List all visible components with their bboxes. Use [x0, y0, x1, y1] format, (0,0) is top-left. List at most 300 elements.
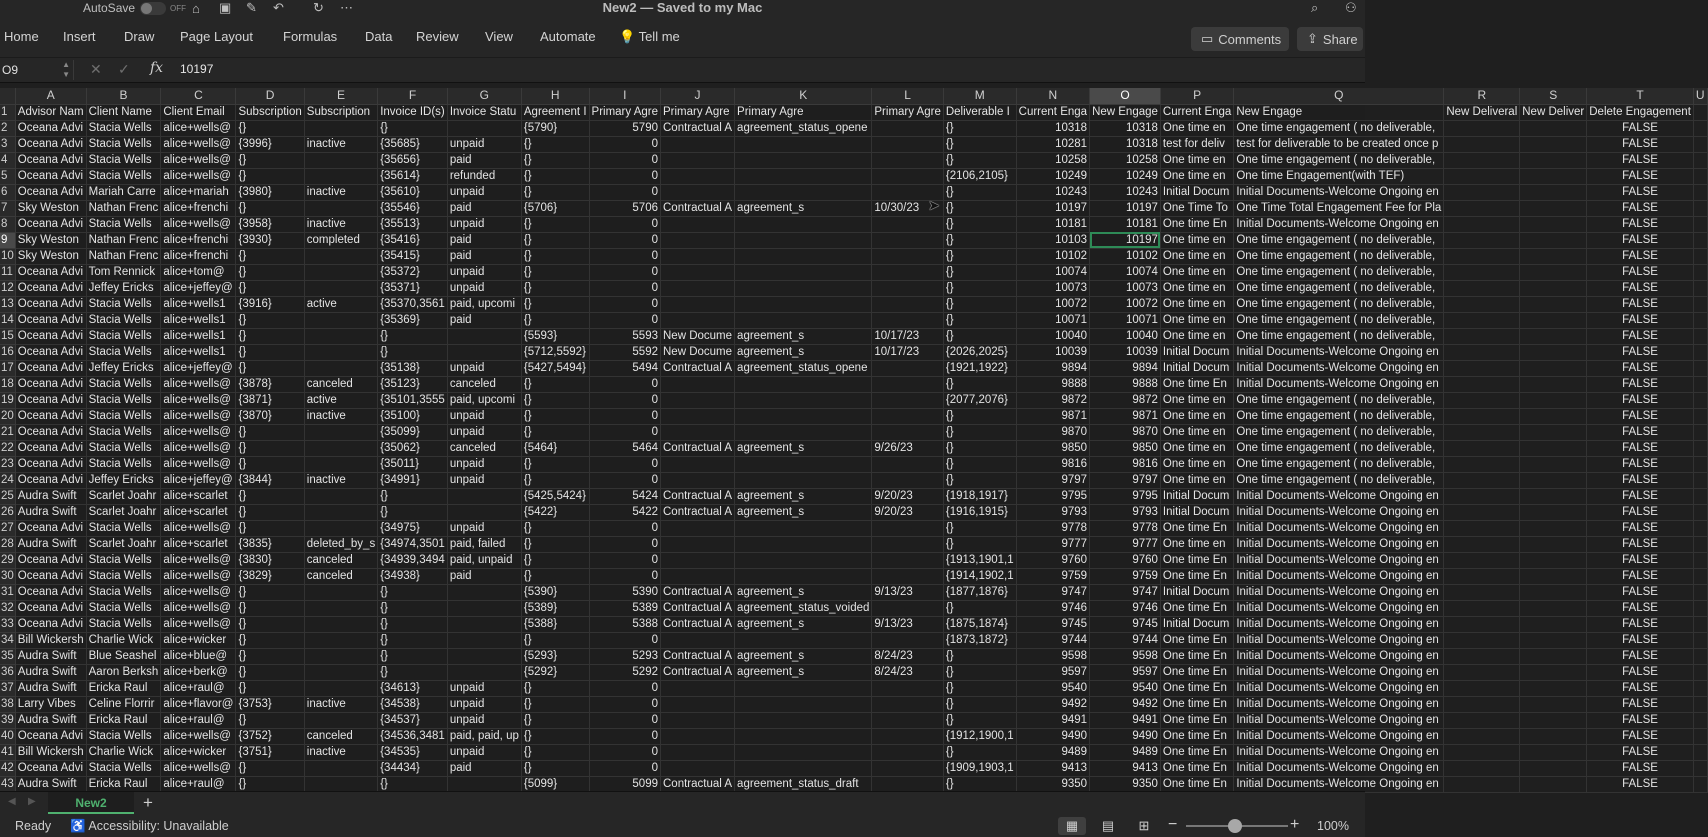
cell[interactable]: [661, 296, 735, 312]
cell[interactable]: [1444, 392, 1520, 408]
cell[interactable]: Oceana Advi: [15, 392, 86, 408]
cell[interactable]: [872, 424, 943, 440]
cell[interactable]: [304, 488, 377, 504]
cell[interactable]: FALSE: [1587, 488, 1694, 504]
cell[interactable]: unpaid: [447, 696, 521, 712]
cell[interactable]: {3930}: [236, 232, 304, 248]
cell[interactable]: [735, 536, 872, 552]
cell[interactable]: 0: [589, 392, 660, 408]
row-header[interactable]: 22: [0, 440, 15, 456]
cell[interactable]: completed: [304, 232, 377, 248]
cell[interactable]: {5712,5592}: [521, 344, 589, 360]
cell[interactable]: 9489: [1016, 744, 1089, 760]
cell[interactable]: test for deliv: [1160, 136, 1233, 152]
cell[interactable]: agreement_s: [735, 664, 872, 680]
cell[interactable]: Initial Documents-Welcome Ongoing en: [1234, 504, 1444, 520]
cell[interactable]: [661, 456, 735, 472]
cell[interactable]: 5706: [589, 200, 660, 216]
cell[interactable]: 10/17/23: [872, 344, 943, 360]
cell[interactable]: alice+wells@: [161, 520, 236, 536]
cell[interactable]: [872, 376, 943, 392]
cell[interactable]: {}: [236, 584, 304, 600]
cell[interactable]: One Time Total Engagement Fee for Pla: [1234, 200, 1444, 216]
cell[interactable]: [1520, 120, 1587, 136]
cell[interactable]: Mariah Carre: [86, 184, 161, 200]
row-header[interactable]: 24: [0, 472, 15, 488]
cell[interactable]: [1693, 728, 1707, 744]
cell[interactable]: {35370,3561: [378, 296, 448, 312]
cell[interactable]: [1693, 376, 1707, 392]
cell[interactable]: {}: [236, 712, 304, 728]
cell[interactable]: One time En: [1160, 760, 1233, 776]
cell[interactable]: {1918,1917}: [943, 488, 1016, 504]
cell[interactable]: 0: [589, 568, 660, 584]
cell[interactable]: Initial Documents-Welcome Ongoing en: [1234, 184, 1444, 200]
cell[interactable]: Stacia Wells: [86, 392, 161, 408]
cell[interactable]: [1520, 728, 1587, 744]
cell[interactable]: [1520, 568, 1587, 584]
cell[interactable]: 10073: [1090, 280, 1161, 296]
cell[interactable]: [1693, 312, 1707, 328]
cell[interactable]: {35101,3555: [378, 392, 448, 408]
cell[interactable]: {}: [943, 424, 1016, 440]
cell[interactable]: 0: [589, 216, 660, 232]
cell[interactable]: One time engagement ( no deliverable,: [1234, 232, 1444, 248]
tab-home[interactable]: Home: [4, 29, 39, 44]
cell[interactable]: FALSE: [1587, 712, 1694, 728]
row-header[interactable]: 18: [0, 376, 15, 392]
cell[interactable]: [1520, 536, 1587, 552]
cell[interactable]: [872, 216, 943, 232]
cell[interactable]: canceled: [447, 376, 521, 392]
cell[interactable]: [872, 184, 943, 200]
cell[interactable]: [661, 376, 735, 392]
cell[interactable]: [735, 248, 872, 264]
row-header[interactable]: 29: [0, 552, 15, 568]
accessibility-status[interactable]: [70, 819, 229, 834]
tab-formulas[interactable]: Formulas: [283, 29, 338, 44]
cell[interactable]: FALSE: [1587, 424, 1694, 440]
cell[interactable]: {35138}: [378, 360, 448, 376]
cell[interactable]: alice+wells@: [161, 600, 236, 616]
cell[interactable]: {5425,5424}: [521, 488, 589, 504]
cell[interactable]: Stacia Wells: [86, 616, 161, 632]
cell[interactable]: 10197: [1016, 200, 1089, 216]
cell[interactable]: paid: [447, 232, 521, 248]
normal-view-icon[interactable]: ▦: [1058, 817, 1086, 835]
cell[interactable]: [1444, 216, 1520, 232]
cell[interactable]: {}: [521, 248, 589, 264]
cell[interactable]: [1693, 296, 1707, 312]
cell[interactable]: One time en: [1160, 264, 1233, 280]
cell[interactable]: [661, 680, 735, 696]
cell[interactable]: [1444, 280, 1520, 296]
cell[interactable]: 9597: [1016, 664, 1089, 680]
cell[interactable]: One time engagement ( no deliverable,: [1234, 424, 1444, 440]
cell[interactable]: [872, 568, 943, 584]
cell[interactable]: {}: [943, 776, 1016, 792]
cell[interactable]: [1693, 600, 1707, 616]
cell[interactable]: [1520, 600, 1587, 616]
row-header[interactable]: 30: [0, 568, 15, 584]
cell[interactable]: 5593: [589, 328, 660, 344]
cell[interactable]: Initial Documents-Welcome Ongoing en: [1234, 776, 1444, 792]
cell[interactable]: [1520, 328, 1587, 344]
cell[interactable]: {}: [521, 408, 589, 424]
cell[interactable]: One time En: [1160, 696, 1233, 712]
cell[interactable]: 9797: [1090, 472, 1161, 488]
cell[interactable]: inactive: [304, 472, 377, 488]
column-header-l[interactable]: L: [872, 88, 943, 104]
cell[interactable]: Initial Docum: [1160, 616, 1233, 632]
cell[interactable]: {}: [236, 360, 304, 376]
cell[interactable]: Oceana Advi: [15, 312, 86, 328]
cell[interactable]: {1909,1903,1: [943, 760, 1016, 776]
cell[interactable]: 10318: [1090, 120, 1161, 136]
cell[interactable]: [872, 168, 943, 184]
cell[interactable]: 10181: [1090, 216, 1161, 232]
cell[interactable]: [1444, 312, 1520, 328]
cell[interactable]: [872, 712, 943, 728]
cell[interactable]: [1693, 104, 1707, 120]
cell[interactable]: Oceana Advi: [15, 552, 86, 568]
cell[interactable]: active: [304, 392, 377, 408]
cell[interactable]: [1444, 568, 1520, 584]
cell[interactable]: 9793: [1090, 504, 1161, 520]
cell[interactable]: alice+wells@: [161, 728, 236, 744]
cell[interactable]: alice+jeffey@: [161, 280, 236, 296]
cell[interactable]: [304, 712, 377, 728]
cell[interactable]: paid, paid, up: [447, 728, 521, 744]
row-header[interactable]: 40: [0, 728, 15, 744]
cell[interactable]: Oceana Advi: [15, 168, 86, 184]
cell[interactable]: {1873,1872}: [943, 632, 1016, 648]
cell[interactable]: [1693, 776, 1707, 792]
cell[interactable]: 9795: [1090, 488, 1161, 504]
cell[interactable]: [1520, 664, 1587, 680]
cell[interactable]: {3830}: [236, 552, 304, 568]
cell[interactable]: canceled: [304, 728, 377, 744]
cell[interactable]: Client Email: [161, 104, 236, 120]
cell[interactable]: {}: [521, 392, 589, 408]
cell[interactable]: [1693, 504, 1707, 520]
active-cell[interactable]: 10197: [1090, 232, 1161, 248]
cell[interactable]: 0: [589, 552, 660, 568]
cell[interactable]: FALSE: [1587, 680, 1694, 696]
cell[interactable]: 9793: [1016, 504, 1089, 520]
cell[interactable]: {}: [236, 616, 304, 632]
cell[interactable]: New Deliver: [1520, 104, 1587, 120]
cell[interactable]: inactive: [304, 184, 377, 200]
cell[interactable]: alice+wells1: [161, 344, 236, 360]
cell[interactable]: FALSE: [1587, 520, 1694, 536]
cell[interactable]: {}: [521, 168, 589, 184]
cell[interactable]: FALSE: [1587, 456, 1694, 472]
cell[interactable]: Contractual A: [661, 504, 735, 520]
cell[interactable]: 9870: [1016, 424, 1089, 440]
cell[interactable]: alice+wells1: [161, 296, 236, 312]
cell[interactable]: alice+wells@: [161, 616, 236, 632]
cell[interactable]: 10039: [1090, 344, 1161, 360]
cell[interactable]: inactive: [304, 696, 377, 712]
cell[interactable]: [735, 264, 872, 280]
cell[interactable]: agreement_status_voided: [735, 600, 872, 616]
cell[interactable]: [872, 392, 943, 408]
cell[interactable]: {}: [521, 536, 589, 552]
cell[interactable]: [735, 408, 872, 424]
cell[interactable]: [872, 232, 943, 248]
cell[interactable]: One time En: [1160, 216, 1233, 232]
cell[interactable]: [872, 632, 943, 648]
row-header[interactable]: 38: [0, 696, 15, 712]
cell[interactable]: Stacia Wells: [86, 120, 161, 136]
cell[interactable]: [304, 120, 377, 136]
cell[interactable]: Invoice Statu: [447, 104, 521, 120]
cell[interactable]: [1693, 744, 1707, 760]
cell[interactable]: [1444, 728, 1520, 744]
cell[interactable]: alice+mariah: [161, 184, 236, 200]
cell[interactable]: 9746: [1090, 600, 1161, 616]
cell[interactable]: [1693, 552, 1707, 568]
cell[interactable]: [304, 680, 377, 696]
cell[interactable]: 9760: [1090, 552, 1161, 568]
cell[interactable]: Primary Agre: [589, 104, 660, 120]
cell[interactable]: [661, 520, 735, 536]
cell[interactable]: {}: [236, 248, 304, 264]
column-header-u[interactable]: U: [1693, 88, 1707, 104]
name-box[interactable]: [0, 60, 74, 80]
cell[interactable]: Ericka Raul: [86, 776, 161, 792]
cell[interactable]: {34537}: [378, 712, 448, 728]
cell[interactable]: 9413: [1090, 760, 1161, 776]
cell[interactable]: Stacia Wells: [86, 584, 161, 600]
zoom-slider-thumb[interactable]: [1228, 819, 1242, 833]
cell[interactable]: New Engage: [1090, 104, 1161, 120]
cell[interactable]: [1520, 744, 1587, 760]
cell[interactable]: [1693, 136, 1707, 152]
cell[interactable]: {}: [521, 312, 589, 328]
cell[interactable]: [735, 456, 872, 472]
cell[interactable]: 9888: [1090, 376, 1161, 392]
cell[interactable]: [1444, 296, 1520, 312]
cell[interactable]: {}: [943, 200, 1016, 216]
cell[interactable]: [1693, 216, 1707, 232]
cell[interactable]: {}: [521, 184, 589, 200]
row-header[interactable]: 21: [0, 424, 15, 440]
cell[interactable]: Oceana Advi: [15, 376, 86, 392]
cell[interactable]: Initial Documents-Welcome Ongoing en: [1234, 728, 1444, 744]
cell[interactable]: {}: [236, 664, 304, 680]
cell[interactable]: {3980}: [236, 184, 304, 200]
cell[interactable]: {35546}: [378, 200, 448, 216]
cell[interactable]: {}: [521, 152, 589, 168]
cell[interactable]: {}: [236, 168, 304, 184]
cell[interactable]: 10072: [1016, 296, 1089, 312]
cell[interactable]: One time en: [1160, 392, 1233, 408]
cell[interactable]: alice+raul@: [161, 712, 236, 728]
cell[interactable]: [1693, 568, 1707, 584]
cell[interactable]: [1693, 696, 1707, 712]
cell[interactable]: {}: [943, 600, 1016, 616]
tab-automate[interactable]: Automate: [540, 29, 596, 44]
cell[interactable]: {34939,3494: [378, 552, 448, 568]
cell[interactable]: deleted_by_s: [304, 536, 377, 552]
cell[interactable]: unpaid: [447, 280, 521, 296]
cell[interactable]: FALSE: [1587, 136, 1694, 152]
cell[interactable]: 5790: [589, 120, 660, 136]
cell[interactable]: [1520, 488, 1587, 504]
column-header-j[interactable]: J: [661, 88, 735, 104]
cell[interactable]: {}: [521, 264, 589, 280]
cell[interactable]: Audra Swift: [15, 536, 86, 552]
cell[interactable]: Agreement I: [521, 104, 589, 120]
cell[interactable]: [661, 152, 735, 168]
cell[interactable]: [1520, 152, 1587, 168]
tab-review[interactable]: Review: [416, 29, 459, 44]
row-header[interactable]: 17: [0, 360, 15, 376]
cell[interactable]: 10243: [1090, 184, 1161, 200]
cell[interactable]: 10249: [1090, 168, 1161, 184]
cell[interactable]: [735, 680, 872, 696]
cell[interactable]: [1693, 520, 1707, 536]
cell[interactable]: [1520, 232, 1587, 248]
cell[interactable]: Nathan Frenc: [86, 232, 161, 248]
cell[interactable]: active: [304, 296, 377, 312]
cell[interactable]: FALSE: [1587, 552, 1694, 568]
cell[interactable]: {35062}: [378, 440, 448, 456]
column-header-h[interactable]: H: [521, 88, 589, 104]
cell[interactable]: 0: [589, 184, 660, 200]
cell[interactable]: {}: [521, 568, 589, 584]
cell[interactable]: {}: [943, 696, 1016, 712]
cell[interactable]: alice+scarlet: [161, 504, 236, 520]
cell[interactable]: paid: [447, 568, 521, 584]
cell[interactable]: 10071: [1016, 312, 1089, 328]
cell[interactable]: [304, 424, 377, 440]
cell[interactable]: [872, 552, 943, 568]
column-header-m[interactable]: M: [943, 88, 1016, 104]
column-header-t[interactable]: T: [1587, 88, 1694, 104]
cell[interactable]: [1693, 280, 1707, 296]
cell[interactable]: alice+wells@: [161, 408, 236, 424]
cell[interactable]: {35123}: [378, 376, 448, 392]
row-header[interactable]: 25: [0, 488, 15, 504]
cell[interactable]: unpaid: [447, 712, 521, 728]
cell[interactable]: 10102: [1016, 248, 1089, 264]
cell[interactable]: 9598: [1090, 648, 1161, 664]
row-header[interactable]: 32: [0, 600, 15, 616]
cell[interactable]: [735, 280, 872, 296]
column-header-r[interactable]: R: [1444, 88, 1520, 104]
cell[interactable]: 0: [589, 424, 660, 440]
cell[interactable]: 10102: [1090, 248, 1161, 264]
cell[interactable]: Stacia Wells: [86, 456, 161, 472]
cell[interactable]: {}: [521, 520, 589, 536]
cell[interactable]: [661, 264, 735, 280]
cell[interactable]: [872, 536, 943, 552]
cell[interactable]: Sky Weston: [15, 200, 86, 216]
cell[interactable]: [1444, 456, 1520, 472]
cell[interactable]: 9850: [1016, 440, 1089, 456]
row-header[interactable]: 4: [0, 152, 15, 168]
cell[interactable]: {}: [236, 680, 304, 696]
cell[interactable]: [304, 344, 377, 360]
cell[interactable]: One time En: [1160, 728, 1233, 744]
row-header[interactable]: 33: [0, 616, 15, 632]
cell[interactable]: One time En: [1160, 632, 1233, 648]
cell[interactable]: [735, 760, 872, 776]
cell[interactable]: inactive: [304, 744, 377, 760]
cell[interactable]: {}: [236, 344, 304, 360]
cell[interactable]: Scarlet Joahr: [86, 488, 161, 504]
cell[interactable]: {}: [521, 696, 589, 712]
cell[interactable]: [1693, 664, 1707, 680]
cell[interactable]: [1693, 120, 1707, 136]
undo-icon[interactable]: ↶: [273, 0, 284, 15]
confirm-icon[interactable]: ✓: [118, 61, 130, 77]
cell[interactable]: FALSE: [1587, 504, 1694, 520]
cell[interactable]: One time Engagement(with TEF): [1234, 168, 1444, 184]
cell[interactable]: Stacia Wells: [86, 424, 161, 440]
cell[interactable]: Initial Docum: [1160, 344, 1233, 360]
cell[interactable]: {}: [943, 120, 1016, 136]
cell[interactable]: FALSE: [1587, 328, 1694, 344]
cell[interactable]: {35685}: [378, 136, 448, 152]
tell-me[interactable]: [619, 29, 680, 45]
cell[interactable]: {3916}: [236, 296, 304, 312]
cell[interactable]: One time En: [1160, 552, 1233, 568]
cell[interactable]: FALSE: [1587, 584, 1694, 600]
cell[interactable]: 10074: [1016, 264, 1089, 280]
cell[interactable]: {}: [236, 520, 304, 536]
cell[interactable]: 0: [589, 376, 660, 392]
cell[interactable]: {3878}: [236, 376, 304, 392]
cell[interactable]: {}: [378, 488, 448, 504]
cell[interactable]: [1693, 632, 1707, 648]
cell[interactable]: One time en: [1160, 312, 1233, 328]
cell[interactable]: [1520, 696, 1587, 712]
cell[interactable]: agreement_s: [735, 328, 872, 344]
cell[interactable]: alice+wells1: [161, 312, 236, 328]
cell[interactable]: Oceana Advi: [15, 120, 86, 136]
cell[interactable]: 9870: [1090, 424, 1161, 440]
cell[interactable]: 9597: [1090, 664, 1161, 680]
cell[interactable]: 9540: [1090, 680, 1161, 696]
cell[interactable]: [1444, 776, 1520, 792]
cell[interactable]: Contractual A: [661, 360, 735, 376]
cell[interactable]: unpaid: [447, 360, 521, 376]
tab-data[interactable]: Data: [365, 29, 393, 44]
cell[interactable]: 9888: [1016, 376, 1089, 392]
cell[interactable]: Initial Documents-Welcome Ongoing en: [1234, 712, 1444, 728]
tab-draw[interactable]: Draw: [124, 29, 155, 44]
cell[interactable]: Initial Documents-Welcome Ongoing en: [1234, 696, 1444, 712]
cell[interactable]: [1693, 584, 1707, 600]
cell[interactable]: [735, 312, 872, 328]
cell[interactable]: 10040: [1090, 328, 1161, 344]
cell[interactable]: 9759: [1090, 568, 1161, 584]
cell[interactable]: Stacia Wells: [86, 168, 161, 184]
cell[interactable]: Initial Docum: [1160, 504, 1233, 520]
cell[interactable]: One time en: [1160, 456, 1233, 472]
cell[interactable]: {35610}: [378, 184, 448, 200]
cell[interactable]: [1444, 184, 1520, 200]
cell[interactable]: alice+flavor@: [161, 696, 236, 712]
cell[interactable]: 10318: [1016, 120, 1089, 136]
cell[interactable]: FALSE: [1587, 312, 1694, 328]
cell[interactable]: [735, 744, 872, 760]
cell[interactable]: {5593}: [521, 328, 589, 344]
